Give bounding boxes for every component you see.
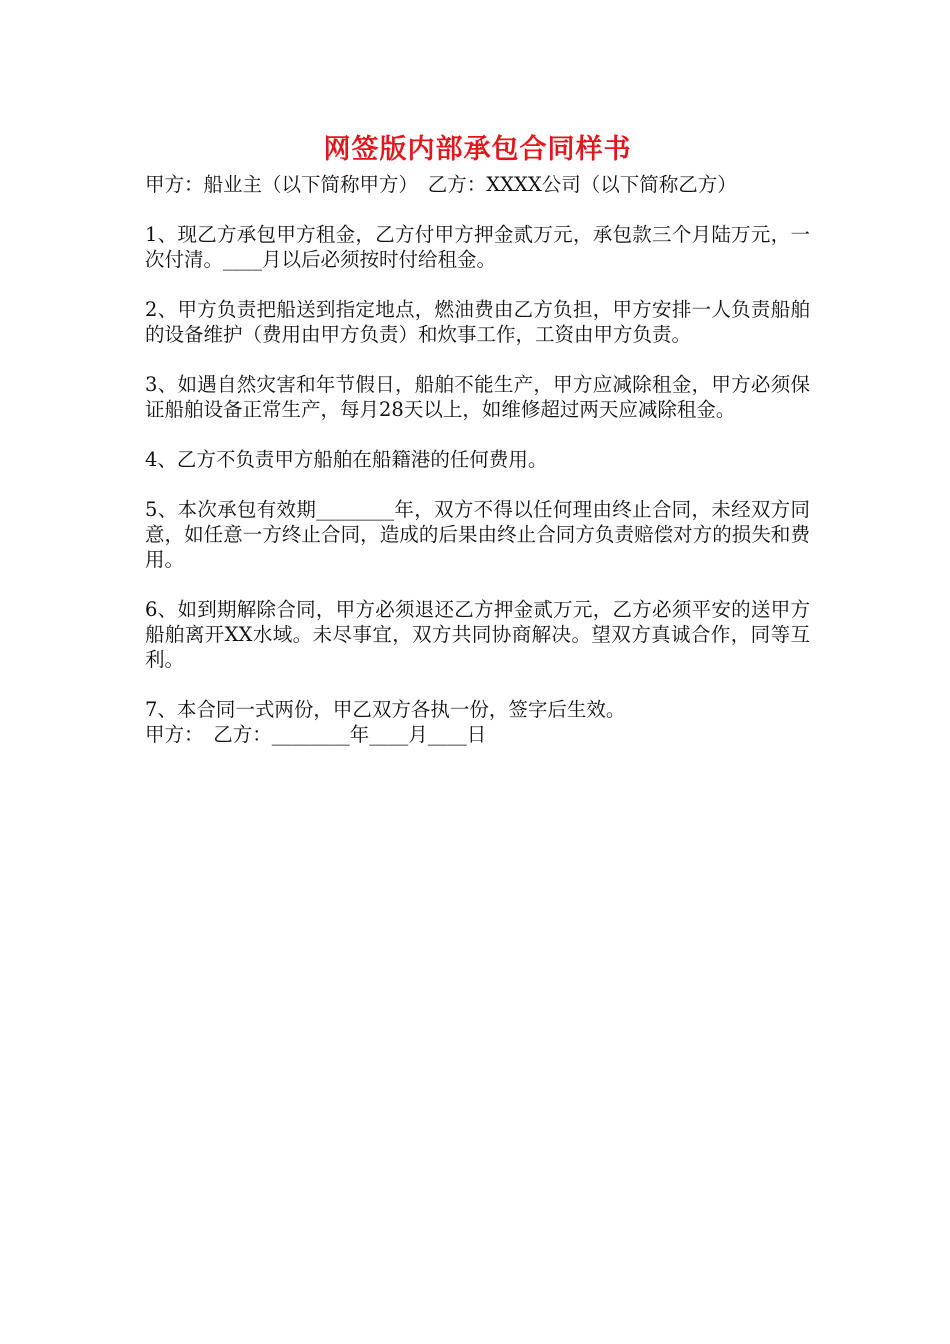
- paragraph-gap: [145, 472, 810, 497]
- paragraph-gap: [145, 572, 810, 597]
- clause-6: 6、如到期解除合同，甲方必须退还乙方押金贰万元，乙方必须平安的送甲方船舶离开XX水域。未尽事宜，双方共同协商解决。望双方真诚合作，同等互利。: [145, 598, 810, 671]
- clause-2: 2、甲方负责把船送到指定地点，燃油费由乙方负担，甲方安排一人负责船舶的设备维护（费用由甲方负责）和炊事工作，工资由甲方负责。: [145, 298, 810, 346]
- paragraph-gap: [145, 422, 810, 447]
- clause-4: 4、乙方不负责甲方船舶在船籍港的任何费用。: [145, 448, 548, 471]
- document-title: 网签版内部承包合同样书: [323, 134, 632, 165]
- signature-line: 甲方： 乙方：________年____月____日: [145, 723, 487, 746]
- parties-line: 甲方：船业主（以下简称甲方） 乙方：XXXX公司（以下简称乙方）: [145, 173, 737, 196]
- clause-5: 5、本次承包有效期________年，双方不得以任何理由终止合同，未经双方同意，如任意一方终止合同，造成的后果由终止合同方负责赔偿对方的损失和费用。: [145, 498, 810, 571]
- contract-page: [145, 130, 810, 747]
- paragraph-gap: [145, 347, 810, 372]
- paragraph-gap: [145, 272, 810, 297]
- paragraph-gap: [145, 197, 810, 222]
- clause-7: 7、本合同一式两份，甲乙双方各执一份，签字后生效。: [145, 698, 626, 721]
- paragraph-gap: [145, 672, 810, 697]
- clause-3: 3、如遇自然灾害和年节假日，船舶不能生产，甲方应减除租金，甲方必须保证船舶设备正常生产，每月28天以上，如维修超过两天应减除租金。: [145, 373, 810, 421]
- clause-1: 1、现乙方承包甲方租金，乙方付甲方押金贰万元，承包款三个月陆万元，一次付清。____月以后必须按时付给租金。: [145, 223, 810, 271]
